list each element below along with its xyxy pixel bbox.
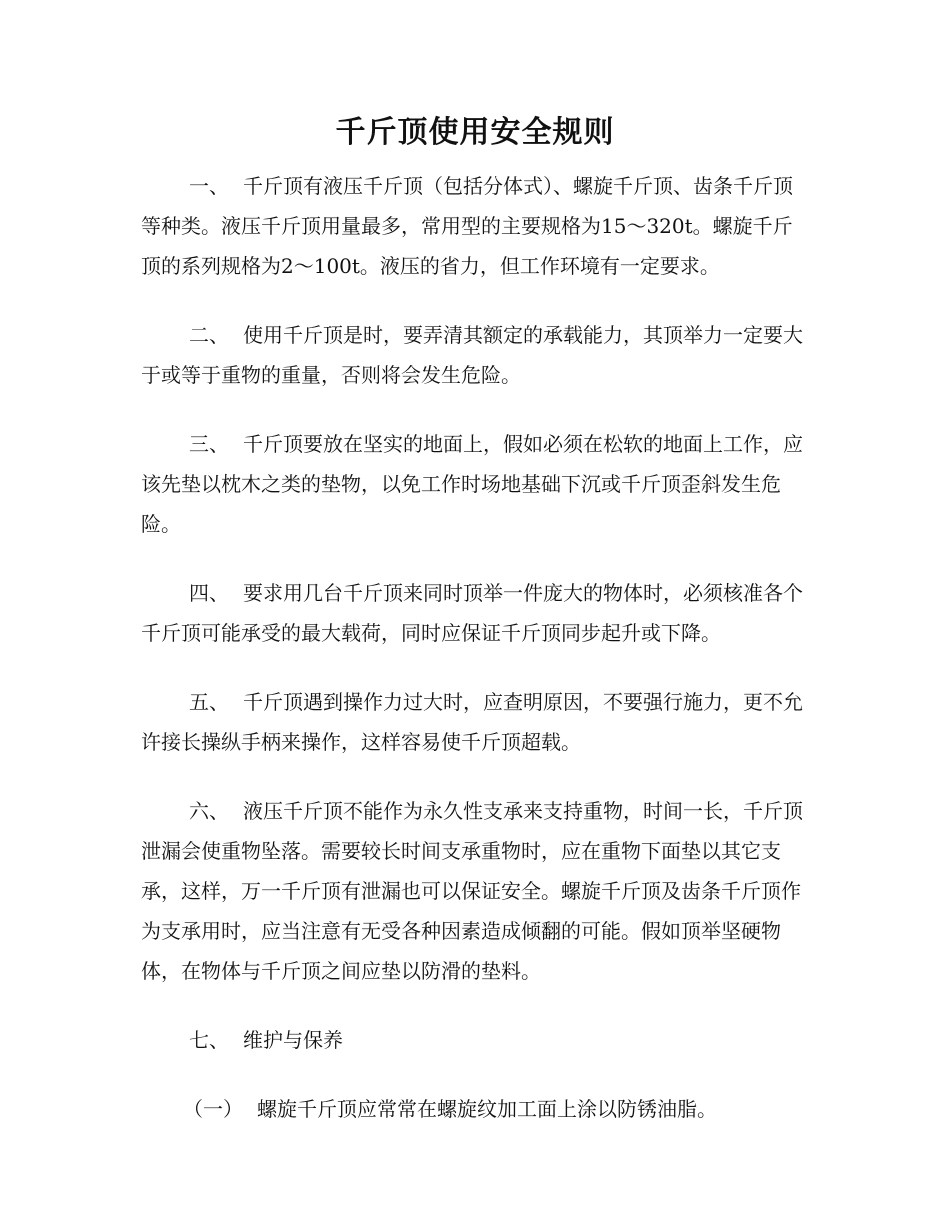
paragraph-text: 千斤顶要放在坚实的地面上，假如必须在松软的地面上工作，应该先垫以枕木之类的垫物，以免工作时场地基础下沉或千斤顶歪斜发生危险。 <box>141 432 803 536</box>
paragraph-number: 七、 <box>189 1028 229 1052</box>
paragraph-2 <box>141 315 811 395</box>
paragraph-1 <box>141 166 811 286</box>
paragraph-6 <box>141 791 811 991</box>
sub-item-number: （一） <box>183 1097 243 1121</box>
paragraph-7 <box>141 1020 811 1060</box>
sub-item-1 <box>141 1089 811 1129</box>
paragraph-3 <box>141 424 811 544</box>
paragraph-5 <box>141 682 811 762</box>
paragraph-text: 液压千斤顶不能作为永久性支承来支持重物，时间一长，千斤顶泄漏会使重物坠落。需要较长时间支承重物时，应在重物下面垫以其它支承，这样，万一千斤顶有泄漏也可以保证安全。螺旋千斤顶及齿条千斤顶作为支承用时，应当注意有无受各种因素造成倾翻的可能。假如顶举坚硬物体，在物体与千斤顶之间应垫以防滑的垫料。 <box>141 799 803 983</box>
paragraph-number: 五、 <box>189 690 229 714</box>
paragraph-text: 千斤顶有液压千斤顶（包括分体式）、螺旋千斤顶、齿条千斤顶等种类。液压千斤顶用量最多，常用型的主要规格为15～320t。螺旋千斤顶的系列规格为2～100t。液压的省力，但工作环境有一定要求。 <box>141 174 793 278</box>
paragraph-text: 使用千斤顶是时，要弄清其额定的承载能力，其顶举力一定要大于或等于重物的重量，否则将会发生危险。 <box>141 323 803 387</box>
document-body <box>141 166 811 1158</box>
paragraph-number: 一、 <box>189 174 229 198</box>
document-title: 千斤顶使用安全规则 <box>335 115 615 150</box>
paragraph-number: 四、 <box>189 581 229 605</box>
paragraph-number: 二、 <box>189 323 229 347</box>
paragraph-text: 千斤顶遇到操作力过大时，应查明原因，不要强行施力，更不允许接长操纵手柄来操作，这样容易使千斤顶超载。 <box>141 690 803 754</box>
paragraph-number: 六、 <box>189 799 229 823</box>
paragraph-text: 维护与保养 <box>243 1028 343 1052</box>
sub-item-text: 螺旋千斤顶应常常在螺旋纹加工面上涂以防锈油脂。 <box>257 1097 717 1121</box>
paragraph-text: 要求用几台千斤顶来同时顶举一件庞大的物体时，必须核准各个千斤顶可能承受的最大载荷，同时应保证千斤顶同步起升或下降。 <box>141 581 803 645</box>
paragraph-4 <box>141 573 811 653</box>
paragraph-number: 三、 <box>189 432 229 456</box>
